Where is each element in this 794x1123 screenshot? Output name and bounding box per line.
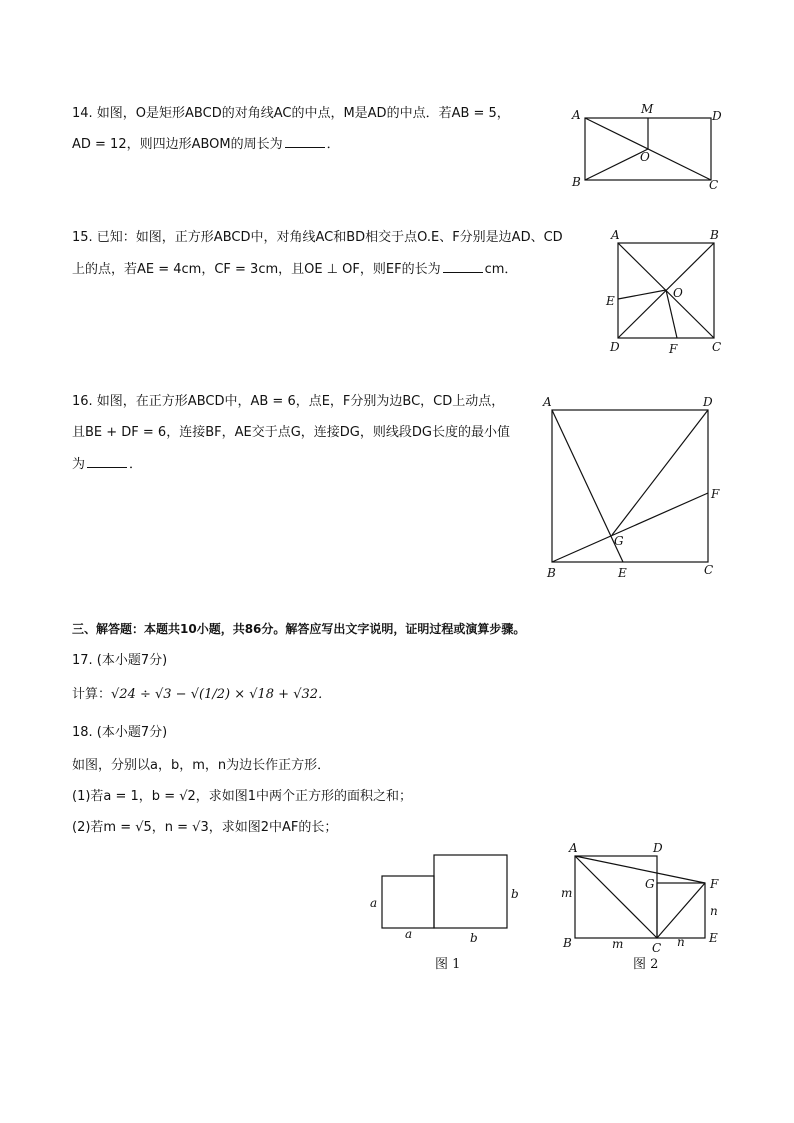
q17-expression: √24 ÷ √3 − √(1/2) × √18 + √32． bbox=[111, 687, 332, 702]
q14-segment-bo bbox=[585, 149, 648, 180]
q16-line1: 16. 如图，在正方形ABCD中，AB = 6，点E，F分别为边BC，CD上动点， bbox=[72, 394, 505, 409]
q15-line2-text: 上的点，若AE = 4cm，CF = 3cm，且OE ⊥ OF，则EF的长为 bbox=[72, 262, 441, 277]
q18-fig1-label-a-side: a bbox=[370, 896, 378, 910]
q16-segment-ae bbox=[552, 410, 623, 562]
q15-label-o: O bbox=[673, 286, 683, 300]
q14-line2-text: AD = 12，则四边形ABOM的周长为 bbox=[72, 137, 283, 152]
q15-label-a: A bbox=[611, 228, 620, 242]
q14-label-c: C bbox=[709, 178, 719, 192]
q18-title: 18. (本小题7分) bbox=[72, 725, 168, 740]
q18-fig2-segment-cf bbox=[657, 883, 705, 938]
q14-line2-end: ． bbox=[326, 137, 340, 152]
q18-fig2-segment-af bbox=[575, 856, 705, 883]
q18-fig1-label-b-side: b bbox=[511, 887, 519, 901]
q18-fig2-label-n-side: n bbox=[710, 904, 718, 918]
q18-fig1-label-a-bottom: a bbox=[405, 927, 413, 941]
q15-label-f: F bbox=[669, 342, 678, 356]
q15-label-d: D bbox=[610, 340, 620, 354]
q18-fig2-caption: 图 2 bbox=[633, 957, 659, 972]
q16-label-b: B bbox=[547, 566, 556, 580]
q18-fig2-segment-ac bbox=[575, 856, 657, 938]
q14-label-o: O bbox=[640, 150, 650, 164]
q16-label-a: A bbox=[543, 395, 552, 409]
q16-line3-text: 为 bbox=[72, 457, 86, 472]
q16-line3-end: ． bbox=[129, 457, 143, 472]
q17-title: 17. (本小题7分) bbox=[72, 653, 168, 668]
q14-label-b: B bbox=[572, 175, 581, 189]
q17-calc-label: 计算： bbox=[72, 687, 112, 702]
q14-label-a: A bbox=[572, 108, 581, 122]
q15-figure bbox=[618, 243, 714, 338]
q18-fig1-label-b-bottom: b bbox=[470, 931, 478, 945]
q18-figure-1 bbox=[382, 855, 507, 928]
q18-fig2-label-m-side: m bbox=[561, 886, 573, 900]
q16-label-e: E bbox=[618, 566, 627, 580]
q18-fig2-label-e: E bbox=[709, 931, 718, 945]
q16-label-g: G bbox=[614, 534, 624, 548]
q18-part1: (1)若a = 1，b = √2，求如图1中两个正方形的面积之和； bbox=[72, 789, 413, 804]
q16-figure bbox=[552, 410, 708, 562]
q18-fig1-square-b bbox=[434, 855, 507, 928]
q18-fig2-label-d: D bbox=[653, 841, 663, 855]
section3-heading: 三、解答题：本题共10小题，共86分。解答应写出文字说明，证明过程或演算步骤。 bbox=[72, 622, 526, 636]
q15-line2-end: cm． bbox=[484, 262, 518, 277]
q18-fig2-label-a: A bbox=[569, 841, 578, 855]
q15-label-c: C bbox=[712, 340, 722, 354]
q18-fig2-label-c: C bbox=[652, 941, 662, 955]
q18-fig2-label-m-bottom: m bbox=[612, 937, 624, 951]
q16-line2: 且BE + DF = 6，连接BF，AE交于点G，连接DG，则线段DG长度的最小值 bbox=[72, 425, 510, 440]
q16-segment-dg bbox=[612, 410, 708, 535]
q15-line1: 15. 已知：如图，正方形ABCD中，对角线AC和BD相交于点O.E、F分别是边AD、CD bbox=[72, 230, 563, 245]
q16-label-c: C bbox=[704, 563, 714, 577]
q15-label-e: E bbox=[606, 294, 615, 308]
q18-fig2-label-b: B bbox=[563, 936, 572, 950]
q14-figure bbox=[585, 118, 711, 180]
q14-label-d: D bbox=[712, 109, 722, 123]
q18-fig1-caption: 图 1 bbox=[435, 957, 461, 972]
q18-part2: (2)若m = √5，n = √3，求如图2中AF的长； bbox=[72, 820, 338, 835]
q18-fig2-label-n-bottom: n bbox=[677, 935, 685, 949]
q14-label-m: M bbox=[641, 102, 654, 116]
q14-line1: 14. 如图，O是矩形ABCD的对角线AC的中点，M是AD的中点．若AB = 5， bbox=[72, 106, 510, 121]
q18-fig2-label-g: G bbox=[645, 877, 655, 891]
q16-segment-bf bbox=[552, 493, 708, 562]
q18-intro: 如图，分别以a，b，m，n为边长作正方形． bbox=[72, 758, 331, 773]
q16-square bbox=[552, 410, 708, 562]
q16-label-d: D bbox=[703, 395, 713, 409]
q18-figure-2 bbox=[575, 856, 705, 938]
q18-fig2-label-f: F bbox=[710, 877, 719, 891]
q16-label-f: F bbox=[711, 487, 720, 501]
q18-fig1-square-a bbox=[382, 876, 434, 928]
q15-label-b: B bbox=[710, 228, 719, 242]
